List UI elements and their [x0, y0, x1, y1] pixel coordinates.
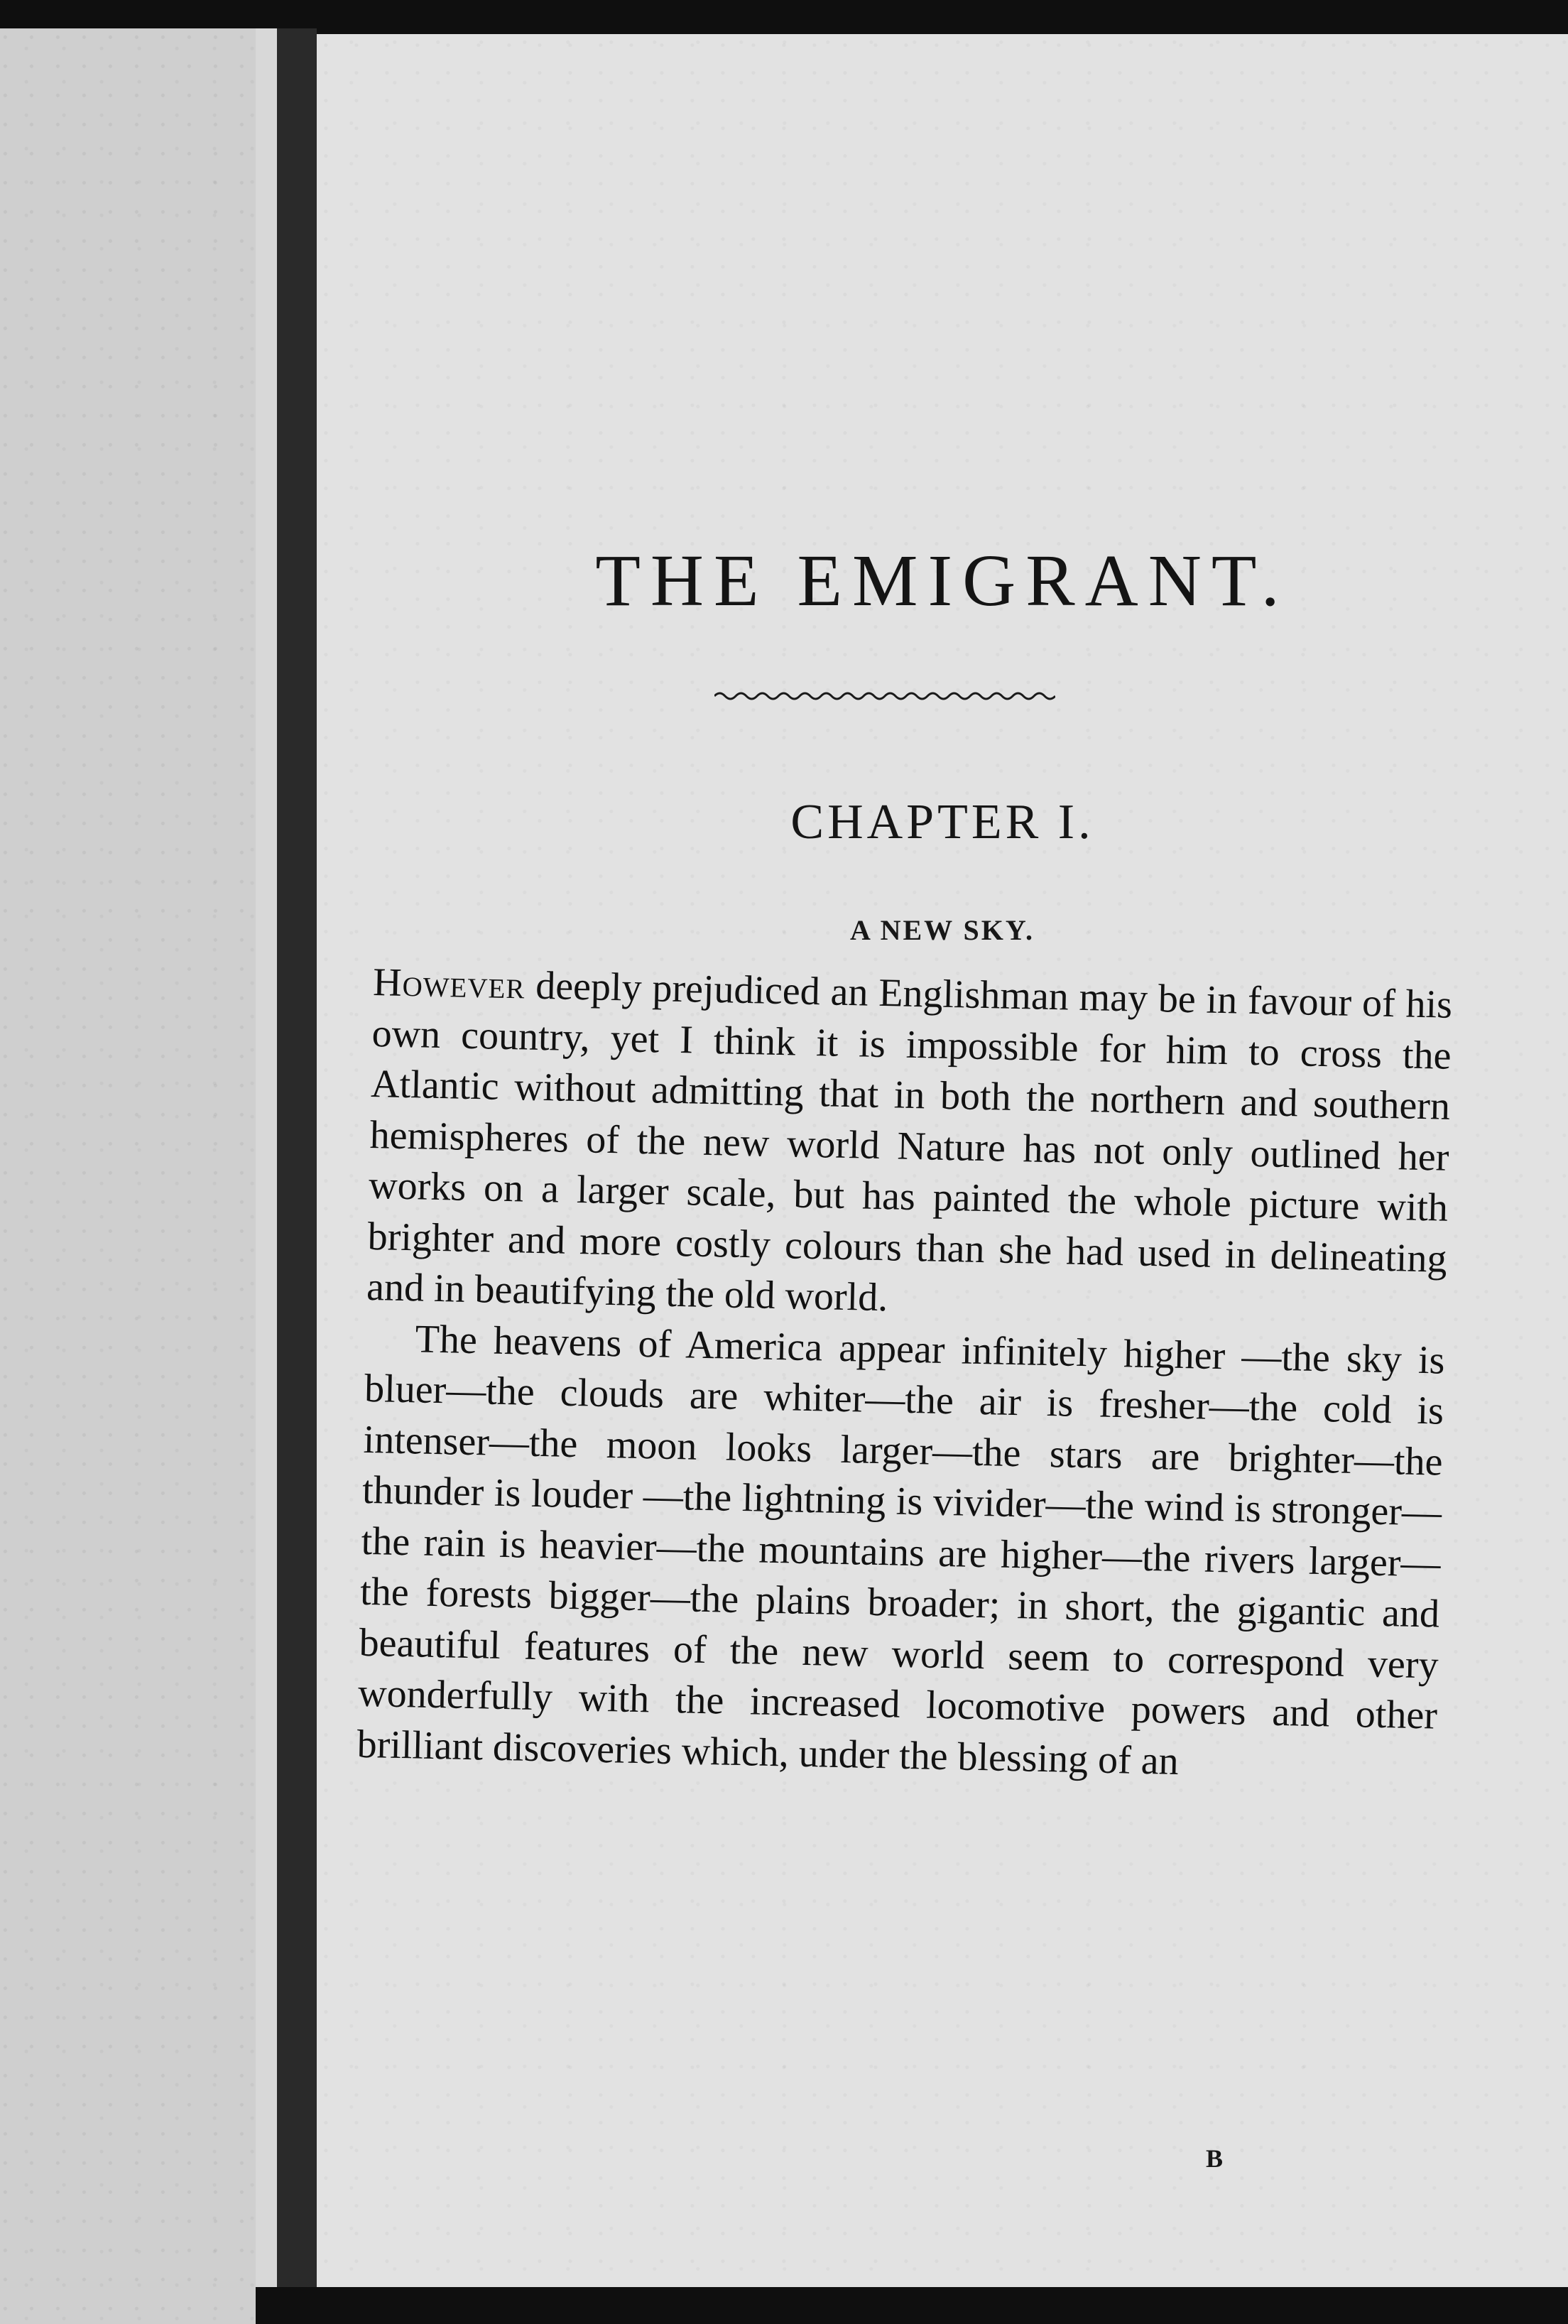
chapter-heading: CHAPTER I. — [790, 795, 1094, 849]
chapter-title: A NEW SKY. — [849, 914, 1035, 946]
page-bottom-edge — [256, 2287, 1568, 2324]
body-text — [356, 957, 1453, 1793]
signature-mark: B — [1206, 2144, 1224, 2173]
wavy-rule-ornament — [714, 688, 1055, 709]
paragraph-2 — [356, 1313, 1445, 1792]
paragraph-1 — [366, 957, 1453, 1335]
binding-gutter — [256, 28, 277, 2324]
paragraph-lead-word: However — [372, 960, 526, 1008]
paragraph-1-text: deeply prejudiced an Englishman may be in favour of his own country, yet I think it is impossible for him to cross the Atlantic without admitting that in both the northern and southern hemispheres of the new world Nature has not only outlined her works on a larger scale, but has painted the whole picture with brighter and more costly colours than she had used in delineating and in beautifying the old world. — [366, 963, 1453, 1320]
left-facing-page — [0, 28, 256, 2324]
paragraph-2-text: The heavens of America appear infinitely higher —the sky is bluer—the clouds are whiter—the air is fresher—the cold is intenser—the moon looks larger—the stars are brighter—the thunder is louder —the lightning is vivider—the wind is stronger— the rain is heavier—the mountains are higher—the rivers larger—the forests bigger—the plains broader; in short, the gigantic and beautiful features of the new world seem to correspond very wonderfully with the increased locomotive powers and other brilliant discoveries which, under the blessing of an — [356, 1316, 1446, 1783]
book-spine-shadow — [277, 28, 317, 2324]
book-title: THE EMIGRANT. — [595, 540, 1290, 621]
right-page — [317, 34, 1568, 2287]
